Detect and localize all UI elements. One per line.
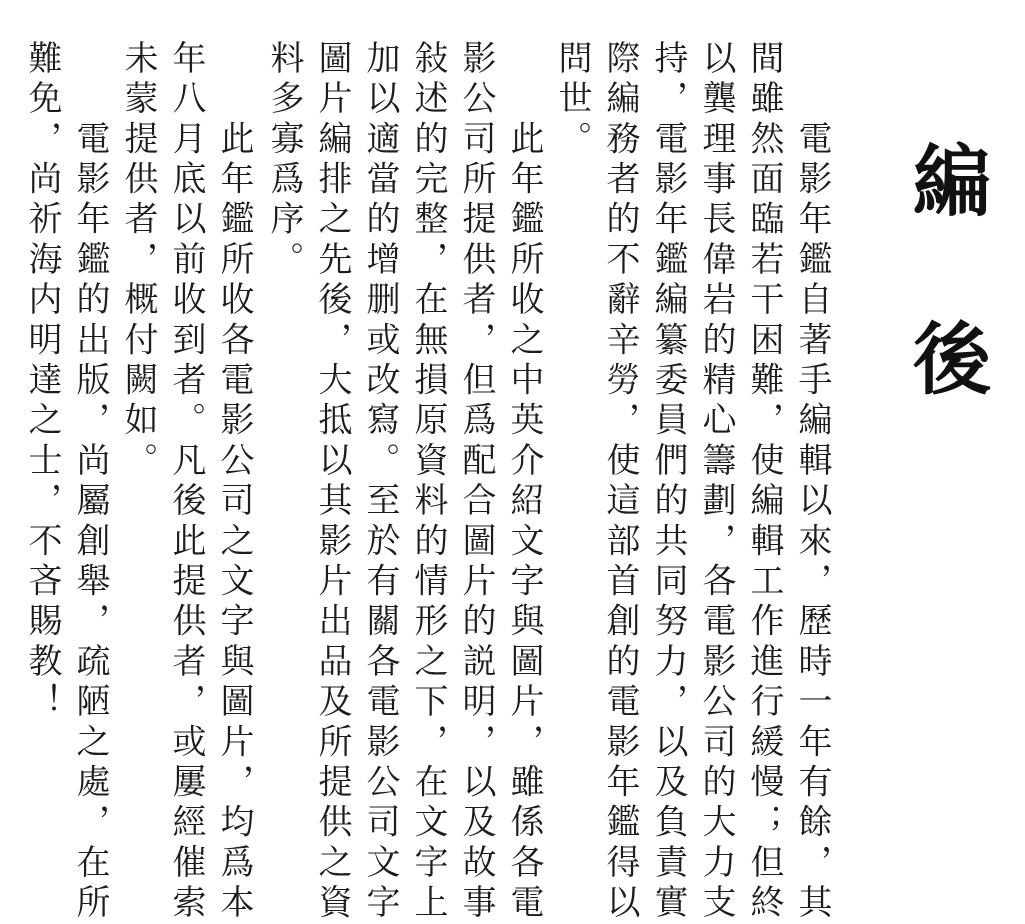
text-column: 際編務者的不辭辛勞，使這部首創的電影年鑑得以 bbox=[600, 40, 640, 924]
text-column: 電影年鑑自著手編輯以來，歷時一年有餘，其 bbox=[792, 40, 832, 924]
text-column: 加以適當的增删或改寫。至於有關各電影公司文字 bbox=[360, 40, 400, 924]
text-column: 未蒙提供者，概付闕如。 bbox=[118, 40, 158, 483]
text-column: 影公司所提供者，但爲配合圖片的説明，以及故事 bbox=[456, 40, 496, 924]
page-title: 編後 bbox=[900, 140, 990, 496]
text-column: 持，電影年鑑編纂委員們的共同努力，以及負責實 bbox=[648, 40, 688, 924]
text-column: 電影年鑑的出版，尚屬創舉，疏陋之處，在所 bbox=[70, 40, 110, 924]
text-column: 此年鑑所收之中英介紹文字與圖片，雖係各電 bbox=[504, 40, 544, 924]
text-column: 問世。 bbox=[552, 40, 592, 161]
text-column: 難免，尚祈海内明達之士，不吝賜教！ bbox=[22, 40, 62, 724]
text-column: 以龔理事長偉岩的精心籌劃，各電影公司的大力支 bbox=[696, 40, 736, 924]
text-column: 敍述的完整，在無損原資料的情形之下，在文字上 bbox=[408, 40, 448, 924]
text-column: 圖片編排之先後，大抵以其影片出品及所提供之資 bbox=[312, 40, 352, 924]
text-column: 料多寡爲序。 bbox=[264, 40, 304, 282]
text-column: 年八月底以前收到者。凡後此提供者，或屢經催索 bbox=[166, 40, 206, 924]
text-column: 間雖然面臨若干困難，使編輯工作進行緩慢；但終 bbox=[744, 40, 784, 924]
text-column: 此年鑑所收各電影公司之文字與圖片，均爲本 bbox=[214, 40, 254, 924]
